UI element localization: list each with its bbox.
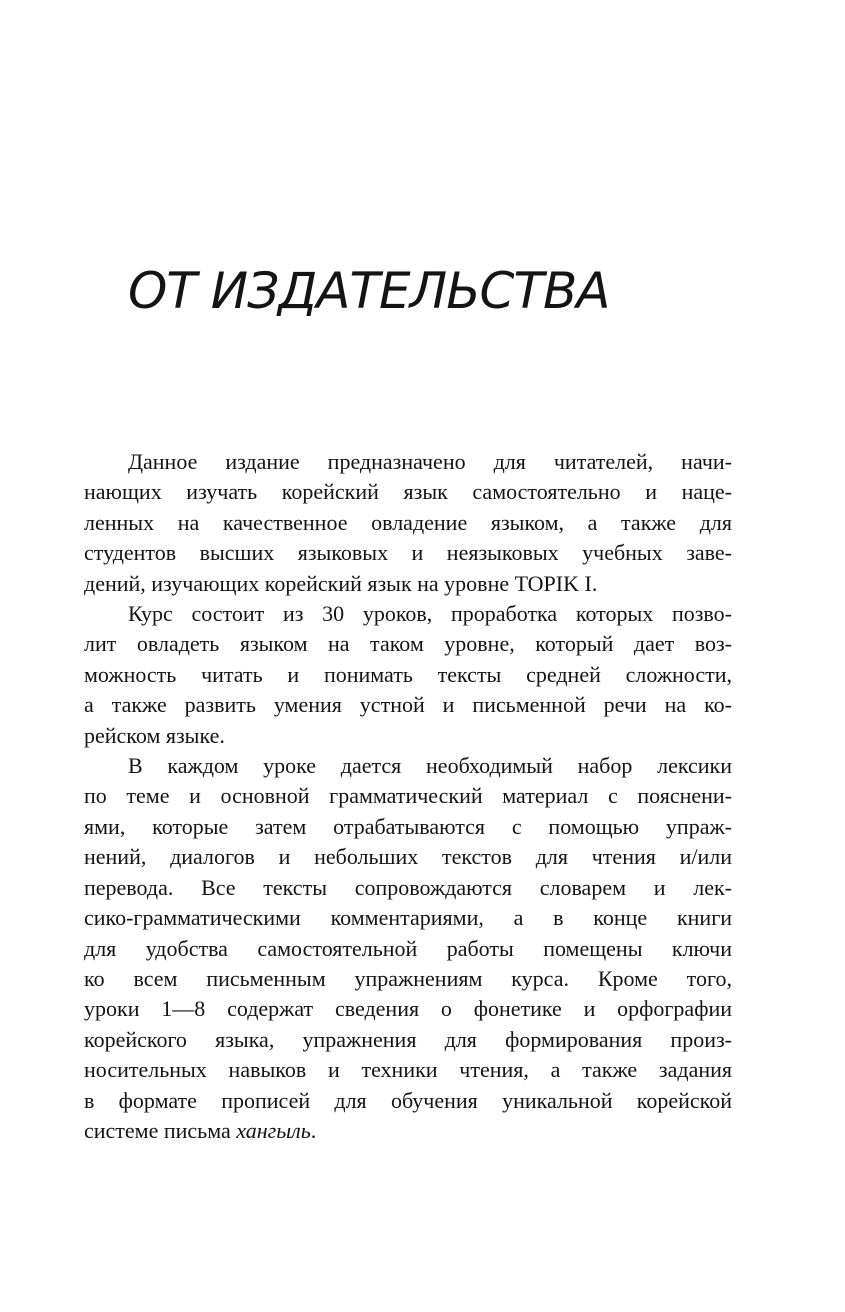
italic-term: хангыль xyxy=(236,1117,311,1143)
text-line: Курс состоит из 30 уроков, проработка которых позво- xyxy=(128,601,732,627)
paragraph-1 xyxy=(84,447,732,599)
text-segment: . xyxy=(310,1117,317,1143)
paragraph-2 xyxy=(84,599,732,751)
text-line: носительных навыков и техники чтения, а также задания xyxy=(84,1057,732,1083)
text-line: перевода. Все тексты сопровождаются словарем и лек- xyxy=(84,874,732,900)
text-segment: системе письма xyxy=(84,1117,237,1143)
text-line: для удобства самостоятельной работы помещены ключи xyxy=(84,935,732,961)
text-line-final xyxy=(84,1116,732,1146)
text-line: корейского языка, упражнения для формирования произ- xyxy=(84,1026,732,1052)
text-line: нений, диалогов и небольших текстов для чтения и/или xyxy=(84,844,732,870)
text-line: студентов высших языковых и неязыковых учебных заве- xyxy=(84,540,732,566)
text-line: дений, изучающих корейский язык на уровне TOPIK I. xyxy=(84,570,598,596)
text-line: можность читать и понимать тексты средней сложности, xyxy=(84,661,732,687)
text-line: сико-грамматическими комментариями, а в конце книги xyxy=(84,905,732,931)
text-line: уроки 1—8 содержат сведения о фонетике и орфографии xyxy=(84,996,732,1022)
page-title: ОТ ИЗДАТЕЛЬСТВА xyxy=(128,262,610,320)
text-line: В каждом уроке дается необходимый набор лексики xyxy=(128,753,732,779)
text-line: в формате прописей для обучения уникальной корейской xyxy=(84,1087,732,1113)
text-line: Данное издание предназначено для читателей, начи- xyxy=(128,449,732,474)
text-line: по теме и основной грамматический материал с пояснени- xyxy=(84,783,732,809)
text-line: ко всем письменным упражнениям курса. Кроме того, xyxy=(84,965,732,991)
text-line: рейском языке. xyxy=(84,722,225,748)
paragraph-3 xyxy=(84,751,732,1146)
text-line: лит овладеть языком на таком уровне, который дает воз- xyxy=(84,631,732,657)
text-line: нающих изучать корейский язык самостоятельно и наце- xyxy=(84,479,732,505)
text-line: ями, которые затем отрабатываются с помощью упраж- xyxy=(84,813,732,839)
body-text xyxy=(84,447,732,1146)
text-line: а также развить умения устной и письменной речи на ко- xyxy=(84,692,732,718)
text-line: ленных на качественное овладение языком, а также для xyxy=(84,509,732,535)
